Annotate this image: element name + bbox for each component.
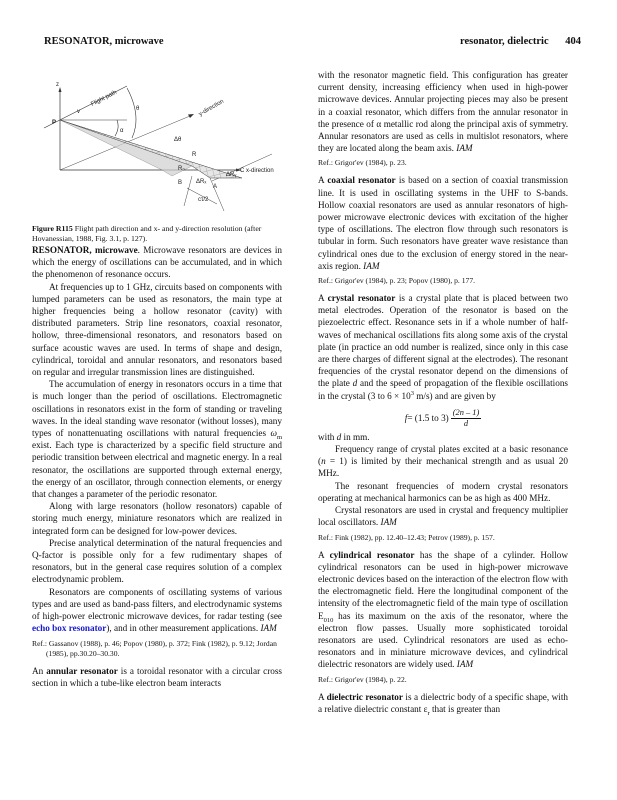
entry-coaxial-resonator bbox=[318, 174, 568, 272]
label-r0: R₀ bbox=[178, 166, 185, 172]
entry-title-microwave: RESONATOR, microwave bbox=[32, 245, 138, 255]
paragraph-text: is a toroidal resonator with a circular cross section in which a tube-like electron beam interacts bbox=[32, 665, 282, 688]
variable-d: d bbox=[336, 431, 342, 442]
formula-lhs: f bbox=[404, 413, 408, 424]
label-p: P bbox=[52, 120, 57, 126]
entry-term: coaxial resonator bbox=[327, 175, 396, 186]
paragraph bbox=[318, 431, 568, 443]
variable-d: d bbox=[352, 378, 358, 389]
omega-subscript: m bbox=[276, 433, 282, 441]
header-right-title: resonator, dielectric bbox=[459, 36, 549, 47]
reference: Ref.: Gassanov (1988), p. 46; Popov (1980), p. 372; Fink (1982), p. 9.12; Jordan (1985), pp.30.20–30.30. bbox=[32, 638, 277, 658]
exponent: 3 bbox=[410, 389, 414, 397]
paragraph-text: in mm. bbox=[341, 431, 370, 442]
paragraph: Precise analytical determination of the natural frequencies and Q-factor is possible only for a few rudimentary shapes of resonators, but in the general case requires solution of a complex electrodynamic problem. bbox=[32, 537, 282, 585]
reference: Ref.: Grigor'ev (1984), p. 23. bbox=[318, 158, 407, 168]
paragraph-text: is a crystal plate that is placed between two metal electrodes. Operation of the resonator is based on the piezoelectric effect. Resonance sets in if a whole number of half-waves of mechanical oscillations fits along some axis of the crystal plate (in practice an odd number is realized, since only in this case are there charges of different signal at the electrodes). The resonant frequencies of the crystal resonator depend on the dimensions of the plate bbox=[318, 293, 568, 389]
label-c: C bbox=[240, 168, 245, 174]
author-initials: IAM bbox=[260, 623, 277, 634]
entry-annular-resonator bbox=[32, 665, 282, 689]
author-initials: IAM bbox=[456, 659, 474, 670]
entry-term: cylindrical resonator bbox=[329, 549, 415, 560]
paragraph-text: Crystal resonators are used in crystal and frequency multiplier local oscillators. bbox=[318, 505, 568, 528]
label-b: B bbox=[178, 180, 183, 186]
paragraph-text: has its maximum on the axis of the resonator, where the electron flow passes. Usually more sophisticated toroidal resonators are used. Cylindrical resonators are used as echo-resonators and in miniature microwave devices, and cylindrical dielectric resonators are widely used. bbox=[318, 610, 568, 670]
frequency-formula bbox=[318, 408, 568, 429]
alpha-arc bbox=[115, 120, 118, 136]
entry-crystal-resonator bbox=[318, 292, 568, 402]
caption-label: Figure R115 bbox=[32, 224, 73, 233]
author-initials: IAM bbox=[380, 517, 397, 528]
header-left-title: RESONATOR, microwave bbox=[44, 36, 164, 47]
flight-path-diagram bbox=[32, 66, 282, 224]
paragraph-text: Resonators are components of oscillating systems of various types and are used as band-pass filters, and electrodynamic systems of high-power electronic microwave devices, for radar testing (see bbox=[32, 586, 282, 622]
formula-coefficient: = (1.5 to 3) bbox=[407, 413, 449, 424]
formula-fraction bbox=[451, 408, 482, 429]
paragraph-text: is a dielectric body of a specific shape, with a relative dielectric constant ε bbox=[318, 691, 568, 714]
label-v: v bbox=[77, 109, 80, 115]
paragraph-text: = 1) is limited by their mechanical strength and as usual 20 MHz. bbox=[318, 456, 568, 479]
caption-text: Flight path direction and x- and y-direction resolution (after Hovanessian, 1988, Fig. 3.1, p. 127). bbox=[32, 224, 262, 243]
formula-denominator: d bbox=[463, 418, 469, 428]
label-y-direction: y-direction bbox=[198, 98, 225, 118]
paragraph-text: The accumulation of energy in resonators occurs in a time that is much longer than the period of oscillations. Electromagnetic oscillations in resonators exist in the form of standing or traveling waves. In the ideal standing wave resonator (without losses), many types of nonattenuating oscillations with natural frequencies bbox=[32, 379, 282, 439]
right-column bbox=[318, 69, 568, 715]
paragraph-text: A bbox=[318, 549, 330, 560]
paragraph-text: is based on a section of coaxial transmission line. It is used in oscillating systems in the UHF to S-bands. Hollow coaxial resonators are used as annular resonators of high-power microwave electronic devices with excitation of the higher type of oscillations. The electron flow through such resonators is tubular in form. Such resonators have greater wave resistance than cylindrical ones due to the exclusion of energy stored in the near-axis region. bbox=[318, 175, 568, 271]
label-r: R bbox=[192, 152, 197, 158]
paragraph-text: and the speed of propagation of the flexible oscillations in the crystal (3 to 6 × 10 bbox=[318, 378, 568, 401]
left-column bbox=[32, 66, 282, 689]
paragraph bbox=[32, 378, 282, 500]
label-delta-rx: ΔRₓ bbox=[196, 179, 207, 185]
paragraph-text: A bbox=[318, 293, 328, 304]
paragraph-text: has the shape of a cylinder. Hollow cylindrical resonators can be used in high-power microwave electronic devices based on the interaction of the electron flow with the electromagnetic field. Here the longitudinal component of the intensity of the electromagnetic field of the main type of oscillation E bbox=[318, 549, 568, 621]
entry-term: crystal resonator bbox=[327, 293, 396, 304]
mode-subscript: 010 bbox=[323, 616, 334, 624]
paragraph-text: with the resonator magnetic field. This configuration has greater current density, increasing efficiency when used in high-power microwave devices. Annular projecting pieces may also be present in a coaxial resonator, which differs from the annular resonator in the presence of α metallic rod along the principal axis of symmetry. Annular resonators are used as cells in multislot resonators, where they are located along the beam axis. bbox=[318, 70, 568, 154]
label-delta-theta: Δθ bbox=[174, 137, 182, 143]
paragraph bbox=[318, 69, 568, 154]
entry-microwave-intro bbox=[32, 244, 282, 281]
page-number: 404 bbox=[565, 36, 581, 47]
header-right bbox=[460, 36, 581, 47]
label-delta-ry: ΔRᵧ bbox=[226, 172, 237, 178]
paragraph-text: with bbox=[318, 431, 337, 442]
epsilon-subscript: r bbox=[427, 709, 430, 717]
entry-dielectric-resonator bbox=[318, 691, 568, 715]
entry-term: dielectric resonator bbox=[326, 691, 403, 702]
formula-numerator: (2n – 1) bbox=[452, 407, 480, 417]
paragraph bbox=[318, 504, 568, 528]
paragraph: Along with large resonators (hollow resonators) capable of storing much energy, miniature resonators which are realized in integrated form can be designed for low-power devices. bbox=[32, 501, 282, 536]
paragraph-text: . Microwave resonators are devices in which the energy of oscillations can be accumulated, and in which the phenomenon of resonance occurs. bbox=[32, 245, 282, 280]
theta-arc bbox=[127, 88, 136, 138]
paragraph-text: m/s) and are given by bbox=[413, 390, 496, 401]
label-x-direction: x-direction bbox=[246, 168, 274, 174]
paragraph-text: A bbox=[318, 175, 328, 186]
reference: Ref.: Grigor'ev (1984), p. 23; Popov (1980), p. 177. bbox=[318, 276, 476, 286]
echo-box-resonator-link[interactable]: echo box resonator bbox=[32, 623, 107, 634]
reference: Ref.: Fink (1982), pp. 12.40–12.43; Petrov (1989), p. 157. bbox=[318, 532, 495, 542]
variable-n: n bbox=[321, 456, 326, 467]
paragraph-text: An bbox=[32, 665, 47, 676]
entry-cylindrical-resonator bbox=[318, 549, 568, 671]
entry-term: annular resonator bbox=[46, 665, 118, 676]
figure-r115 bbox=[32, 66, 282, 224]
author-initials: IAM bbox=[363, 260, 380, 271]
paragraph-text: ), and in other measurement applications. bbox=[106, 623, 261, 634]
paragraph-text: Frequency range of crystal plates excited at a basic resonance ( bbox=[318, 444, 568, 467]
paragraph-text: exist. Each type is characterized by a specific field structure and periodic transition between electrical and magnetic energy. In a real resonator, the oscillations are supported through external energy, the energy of an oscillator, through connection elements, or energy that changes a parameter of the periodic resonator. bbox=[32, 440, 282, 500]
paragraph-text: that is greater than bbox=[429, 703, 501, 714]
beam-wedge bbox=[60, 120, 242, 178]
label-z: z bbox=[56, 82, 59, 88]
reference: Ref.: Grigor'ev (1984), p. 22. bbox=[318, 674, 407, 684]
paragraph bbox=[318, 443, 568, 480]
omega-symbol: ω bbox=[270, 428, 277, 439]
author-initials: IAM bbox=[456, 143, 473, 154]
paragraph: The resonant frequencies of modern crystal resonators operating at mechanical harmonics can be as high as 400 MHz. bbox=[318, 480, 568, 503]
label-c-tau: cτ/2 bbox=[198, 197, 209, 203]
label-a: A bbox=[213, 184, 218, 190]
paragraph bbox=[32, 586, 282, 635]
label-flight-path: Flight path bbox=[90, 89, 118, 108]
label-theta: θ bbox=[136, 106, 140, 112]
paragraph-text: A bbox=[318, 691, 327, 702]
paragraph: At frequencies up to 1 GHz, circuits based on components with lumped parameters can be used as resonators, the main type at higher frequencies being a hollow resonator (cavity) with distributed parameters. Strip line resonators, coaxial resonator, hollow, three-dimensional resonators, and resonators based on surface acoustic waves are used. In terms of shape and design, cylindrical, toroidal and annular resonators, and resonators based on regular and irregular transmission lines are distinguished. bbox=[32, 281, 282, 378]
figure-caption bbox=[32, 224, 282, 244]
running-head bbox=[44, 36, 581, 47]
label-alpha: α bbox=[120, 128, 124, 134]
